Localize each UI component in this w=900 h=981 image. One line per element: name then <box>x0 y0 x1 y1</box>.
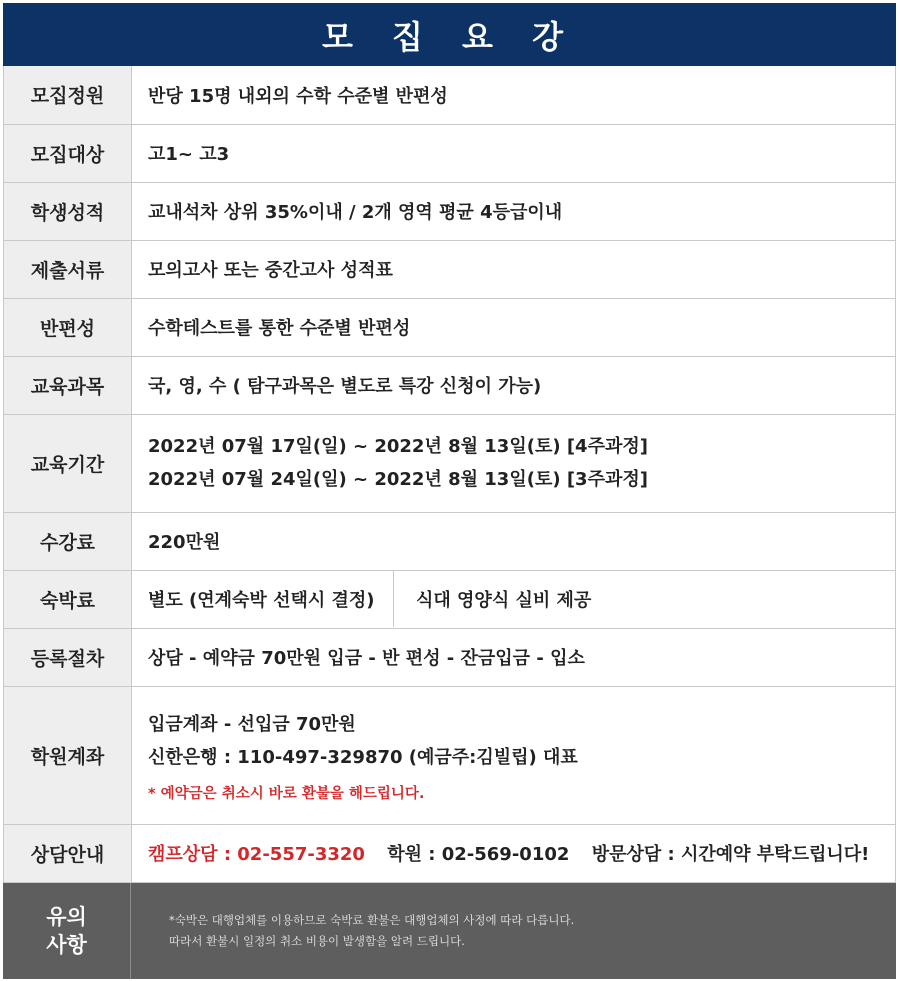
lodging-split <box>132 571 895 627</box>
row-value: 국, 영, 수 ( 탐구과목은 별도로 특강 신청이 가능) <box>132 356 896 414</box>
period-line-2: 2022년 07월 24일(일) ~ 2022년 8월 13일(토) [3주과정] <box>148 469 648 490</box>
row-value: 교내석차 상위 35%이내 / 2개 영역 평균 4등급이내 <box>132 182 896 240</box>
notice-label-line-1: 유의 <box>46 904 87 929</box>
lodging-value <box>132 571 394 627</box>
table-row <box>4 628 896 686</box>
row-label: 학생성적 <box>4 182 132 240</box>
notice-text <box>131 883 574 979</box>
camp-phone: 캠프상담 : 02-557-3320 <box>148 844 365 865</box>
table-row <box>4 570 896 628</box>
notice-line-2: 따라서 환불시 일정의 취소 비용이 발생함을 알려 드립니다. <box>169 933 465 948</box>
account-line-2: 신한은행 : 110-497-329870 (예금주:김빌립) 대표 <box>148 746 578 768</box>
table-row <box>4 686 896 824</box>
info-table <box>3 66 896 883</box>
account-line-1: 입금계좌 - 선입금 70만원 <box>148 713 356 735</box>
notice-label-line-2: 사항 <box>46 932 87 957</box>
table-row <box>4 66 896 124</box>
row-label: 모집대상 <box>4 124 132 182</box>
row-value <box>132 824 896 882</box>
row-label: 수강료 <box>4 512 132 570</box>
recruitment-guide <box>3 3 896 979</box>
row-value: 모의고사 또는 중간고사 성적표 <box>132 240 896 298</box>
tuition-value: 220만원 <box>132 512 896 570</box>
academy-phone: 학원 : 02-569-0102 <box>387 844 570 865</box>
row-label: 등록절차 <box>4 628 132 686</box>
row-label: 교육기간 <box>4 414 132 512</box>
row-label: 모집정원 <box>4 66 132 124</box>
notice-label <box>3 883 131 979</box>
row-value <box>132 686 896 824</box>
table-row <box>4 824 896 882</box>
table-row <box>4 124 896 182</box>
row-label: 반편성 <box>4 298 132 356</box>
table-row <box>4 298 896 356</box>
refund-note: * 예약금은 취소시 바로 환불을 해드립니다. <box>148 785 425 802</box>
row-value <box>132 414 896 512</box>
row-value: 반당 15명 내외의 수학 수준별 반편성 <box>132 66 896 124</box>
row-value <box>132 570 896 628</box>
row-value: 상담 - 예약금 70만원 입금 - 반 편성 - 잔금입금 - 입소 <box>132 628 896 686</box>
row-value: 고1~ 고3 <box>132 124 896 182</box>
period-line-1: 2022년 07월 17일(일) ~ 2022년 8월 13일(토) [4주과정] <box>148 436 648 457</box>
table-row <box>4 182 896 240</box>
row-label: 숙박료 <box>4 570 132 628</box>
table-row <box>4 512 896 570</box>
table-row <box>4 240 896 298</box>
row-label: 학원계좌 <box>4 686 132 824</box>
table-row <box>4 356 896 414</box>
row-value: 수학테스트를 통한 수준별 반편성 <box>132 298 896 356</box>
meal-info: 식대 영양식 실비 제공 <box>416 590 592 611</box>
notice-section <box>3 883 896 979</box>
row-label: 상담안내 <box>4 824 132 882</box>
page-title: 모 집 요 강 <box>3 3 896 66</box>
table-row <box>4 414 896 512</box>
lodging-text: 별도 (연계숙박 선택시 결정) <box>148 590 375 611</box>
notice-line-1: *숙박은 대행업체를 이용하므로 숙박료 환불은 대행업체의 사정에 따라 다릅니다. <box>169 912 575 927</box>
row-label: 제출서류 <box>4 240 132 298</box>
row-label: 교육과목 <box>4 356 132 414</box>
visit-info: 방문상담 : 시간예약 부탁드립니다! <box>591 844 870 865</box>
